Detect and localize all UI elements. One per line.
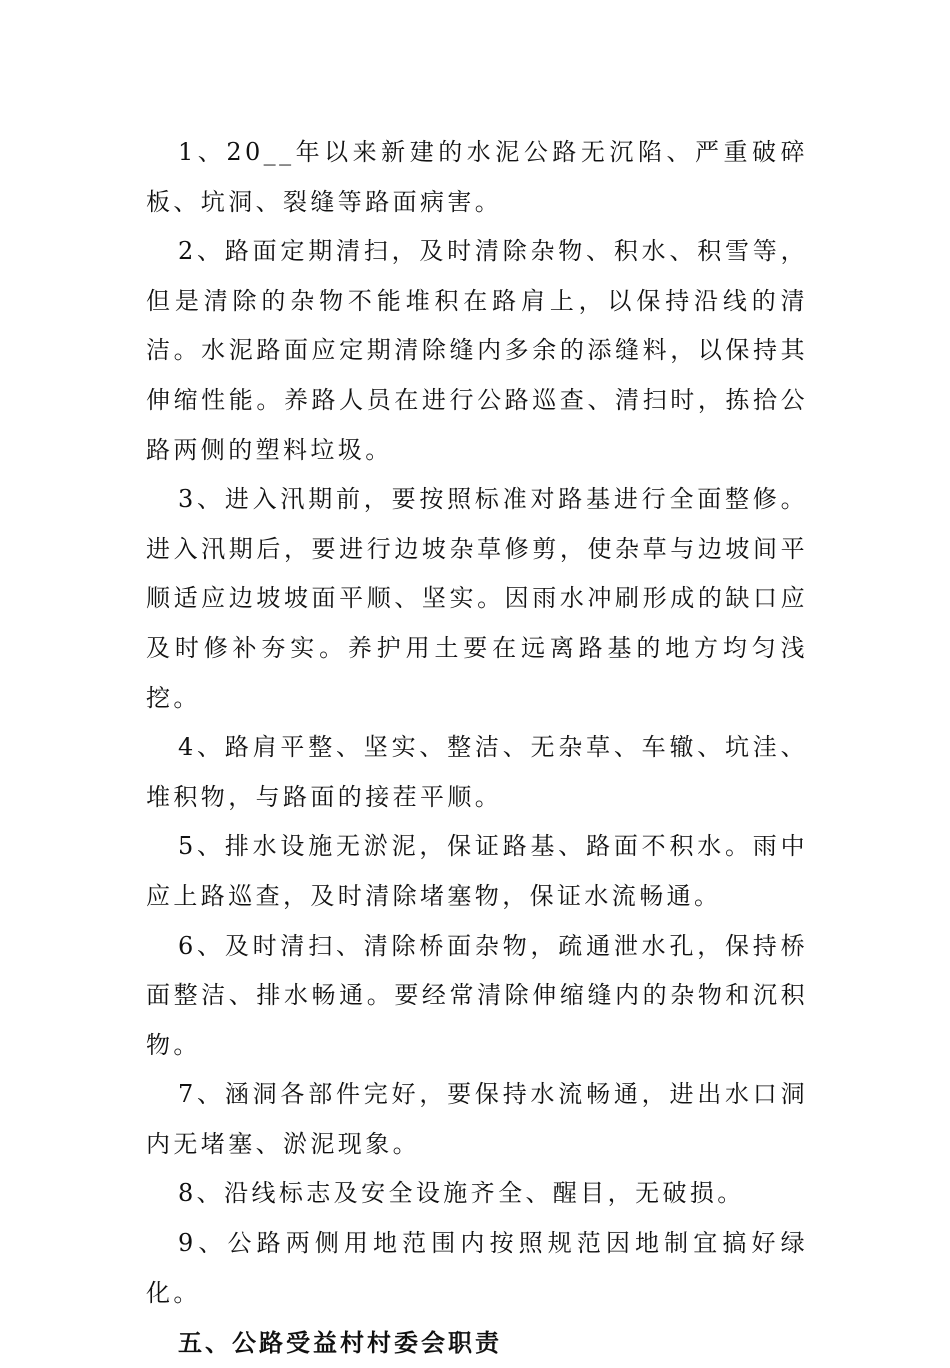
paragraph-6: 6、及时清扫、清除桥面杂物，疏通泄水孔，保持桥面整洁、排水畅通。要经常清除伸缩缝内的杂物和沉积物。 <box>146 931 808 1059</box>
document-page <box>146 128 808 1368</box>
paragraph-8: 8、沿线标志及安全设施齐全、醒目，无破损。 <box>178 1179 745 1208</box>
paragraph-5: 5、排水设施无淤泥，保证路基、路面不积水。雨中应上路巡查，及时清除堵塞物，保证水流畅通。 <box>146 832 808 910</box>
paragraph-7: 7、涵洞各部件完好，要保持水流畅通，进出水口洞内无堵塞、淤泥现象。 <box>146 1080 808 1158</box>
paragraph-4: 4、路肩平整、坚实、整洁、无杂草、车辙、坑洼、堆积物，与路面的接茬平顺。 <box>146 733 808 811</box>
paragraph-3: 3、进入汛期前，要按照标准对路基进行全面整修。进入汛期后，要进行边坡杂草修剪，使杂草与边坡间平顺适应边坡坡面平顺、坚实。因雨水冲刷形成的缺口应及时修补夯实。养护用土要在远离路基的地方均匀浅挖。 <box>146 485 808 712</box>
paragraph-9: 9、公路两侧用地范围内按照规范因地制宜搞好绿化。 <box>146 1229 808 1307</box>
paragraph-2: 2、路面定期清扫，及时清除杂物、积水、积雪等，但是清除的杂物不能堆积在路肩上，以保持沿线的清洁。水泥路面应定期清除缝内多余的添缝料，以保持其伸缩性能。养路人员在进行公路巡查、清扫时，拣拾公路两侧的塑料垃圾。 <box>146 237 808 464</box>
paragraph-1: 1、20__年以来新建的水泥公路无沉陷、严重破碎板、坑洞、裂缝等路面病害。 <box>146 138 808 216</box>
section-heading: 五、公路受益村村委会职责 <box>178 1328 502 1358</box>
